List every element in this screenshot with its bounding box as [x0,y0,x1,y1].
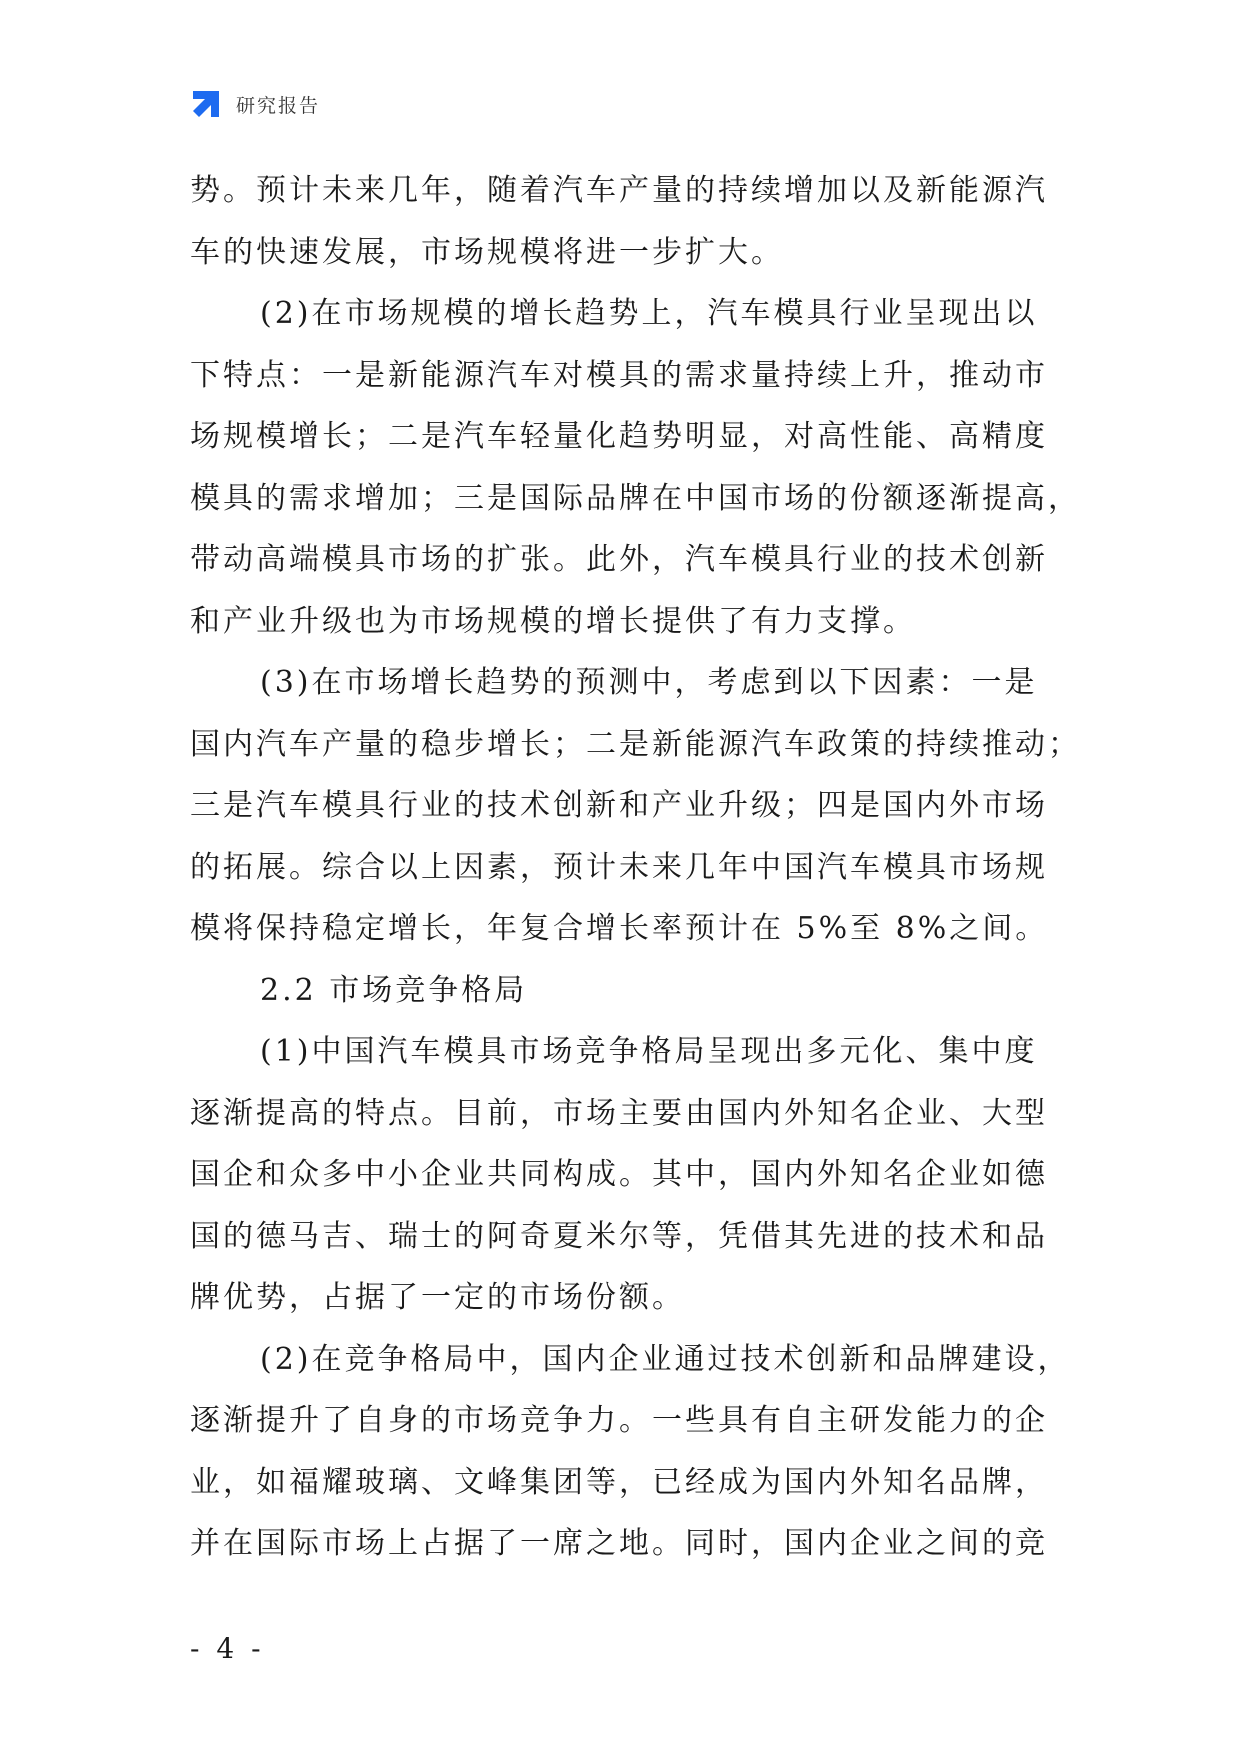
text-line: 场规模增长；二是汽车轻量化趋势明显，对高性能、高精度 [190,419,1048,454]
text-line: 势。预计未来几年，随着汽车产量的持续增加以及新能源汽 [190,173,1048,208]
arrow-up-right-icon [190,88,222,120]
text-line: 带动高端模具市场的扩张。此外，汽车模具行业的技术创新 [190,542,1048,577]
text-line: 牌优势，占据了一定的市场份额。 [190,1280,685,1315]
text-line: 国的德马吉、瑞士的阿奇夏米尔等，凭借其先进的技术和品 [190,1218,1048,1254]
text-line: 模具的需求增加；三是国际品牌在中国市场的份额逐渐提高， [190,480,1081,516]
body-text [190,160,1081,1575]
text-line: 的拓展。综合以上因素，预计未来几年中国汽车模具市场规 [190,849,1048,885]
text-line: 三是汽车模具行业的技术创新和产业升级；四是国内外市场 [190,788,1048,823]
text-line: 下特点：一是新能源汽车对模具的需求量持续上升，推动市 [190,357,1048,393]
text-line: (2)在市场规模的增长趋势上，汽车模具行业呈现出以 [260,296,1038,331]
text-line: 和产业升级也为市场规模的增长提供了有力支撑。 [190,603,916,639]
text-line: (1)中国汽车模具市场竞争格局呈现出多元化、集中度 [260,1034,1038,1069]
text-line: 国内汽车产量的稳步增长；二是新能源汽车政策的持续推动； [190,726,1081,762]
text-line: 车的快速发展，市场规模将进一步扩大。 [190,234,784,270]
text-line: 并在国际市场上占据了一席之地。同时，国内企业之间的竞 [190,1526,1048,1561]
text-line: 逐渐提升了自身的市场竞争力。一些具有自主研发能力的企 [190,1403,1048,1438]
text-line: 业，如福耀玻璃、文峰集团等，已经成为国内外知名品牌， [190,1464,1048,1500]
text-line: 国企和众多中小企业共同构成。其中，国内外知名企业如德 [190,1157,1048,1192]
header-title: 研究报告 [236,94,321,117]
report-header [190,86,320,122]
text-line: 模将保持稳定增长，年复合增长率预计在 5%至 8%之间。 [190,911,1049,946]
text-line: 逐渐提高的特点。目前，市场主要由国内外知名企业、大型 [190,1095,1048,1131]
text-line: (3)在市场增长趋势的预测中，考虑到以下因素：一是 [260,665,1038,700]
section-heading: 2.2 市场竞争格局 [260,972,528,1008]
page-number: - 4 - [190,1632,265,1665]
text-line: (2)在竞争格局中，国内企业通过技术创新和品牌建设， [260,1341,1071,1377]
